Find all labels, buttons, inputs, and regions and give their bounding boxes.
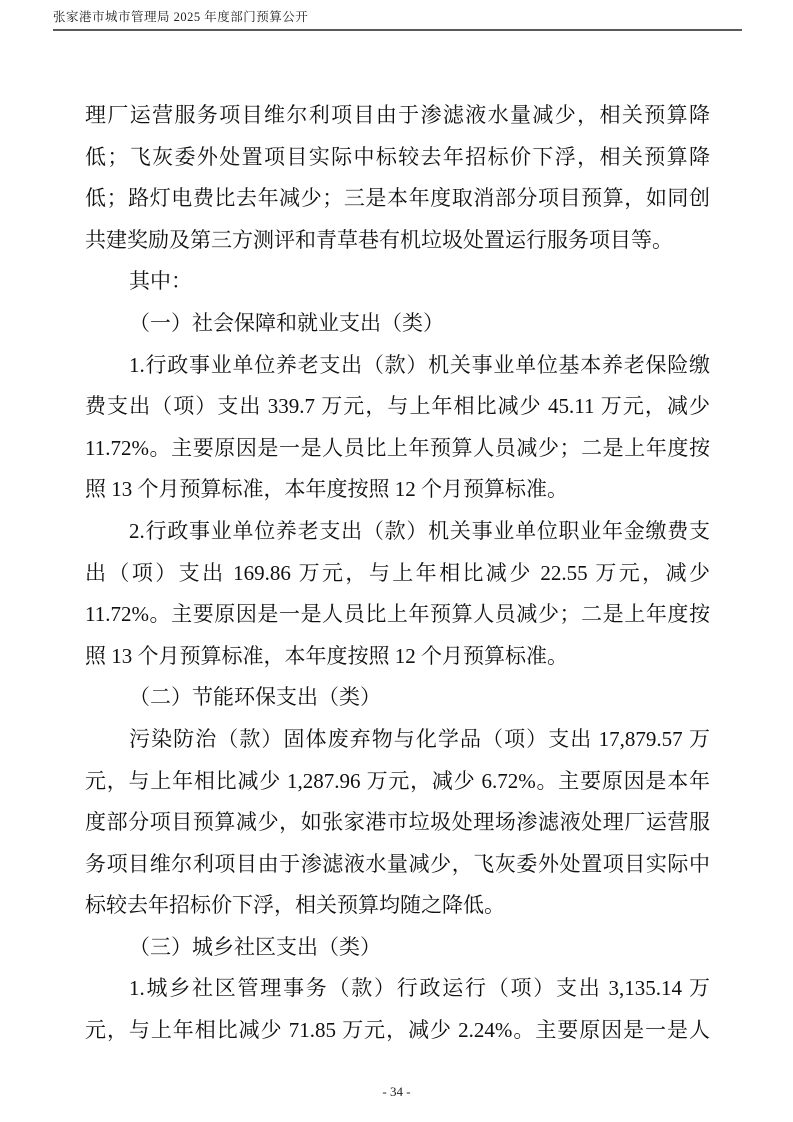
paragraph: [85, 95, 710, 261]
text-line: 11.72%。主要原因是一是人员比上年预算人员减少；二是上年度按: [85, 602, 710, 627]
text-line: 理厂运营服务项目维尔利项目由于渗滤液水量减少，相关预算降: [85, 103, 710, 127]
text-line: 度部分项目预算减少，如张家港市垃圾处理场渗滤液处理厂运营服: [85, 810, 710, 835]
text-line: 务项目维尔利项目由于渗滤液水量减少，飞灰委外处置项目实际中: [85, 851, 710, 876]
text-line: （二）节能环保支出（类）: [129, 685, 381, 710]
paragraph: [85, 261, 710, 303]
page-number: - 34 -: [382, 1084, 411, 1099]
document-body: [85, 95, 710, 1052]
header-rule: [53, 29, 742, 31]
page-header-title: 张家港市城市管理局 2025 年度部门预算公开: [53, 10, 309, 24]
paragraph: [85, 719, 710, 927]
text-line: 元，与上年相比减少 1,287.96 万元，减少 6.72%。主要原因是本年: [85, 768, 710, 793]
text-line: 11.72%。主要原因是一是人员比上年预算人员减少；二是上年度按: [85, 435, 710, 460]
text-line: 低；飞灰委外处置项目实际中标较去年招标价下浮，相关预算降: [85, 144, 710, 169]
text-line: 出（项）支出 169.86 万元，与上年相比减少 22.55 万元，减少: [85, 560, 710, 585]
text-line: 标较去年招标价下浮，相关预算均随之降低。: [85, 893, 505, 918]
paragraph: [85, 511, 710, 677]
text-line: 共建奖励及第三方测评和青草巷有机垃圾处置运行服务项目等。: [85, 227, 673, 252]
text-line: 照 13 个月预算标准，本年度按照 12 个月预算标准。: [85, 477, 568, 502]
text-line: （一）社会保障和就业支出（类）: [129, 310, 444, 335]
paragraph: [85, 677, 710, 719]
paragraph: [85, 345, 710, 511]
text-line: 1.行政事业单位养老支出（款）机关事业单位基本养老保险缴: [129, 352, 710, 377]
text-line: 元，与上年相比减少 71.85 万元，减少 2.24%。主要原因是一是人: [85, 1018, 710, 1043]
text-line: 1.城乡社区管理事务（款）行政运行（项）支出 3,135.14 万: [129, 976, 710, 1001]
text-line: 费支出（项）支出 339.7 万元，与上年相比减少 45.11 万元，减少: [85, 394, 710, 419]
text-line: 污染防治（款）固体废弃物与化学品（项）支出 17,879.57 万: [129, 726, 710, 751]
text-line: （三）城乡社区支出（类）: [129, 934, 381, 959]
text-line: 低；路灯电费比去年减少；三是本年度取消部分项目预算，如同创: [85, 186, 710, 211]
text-line: 照 13 个月预算标准，本年度按照 12 个月预算标准。: [85, 643, 568, 668]
text-line: 2.行政事业单位养老支出（款）机关事业单位职业年金缴费支: [129, 518, 710, 543]
text-line: 其中：: [129, 269, 192, 294]
paragraph: [85, 303, 710, 345]
paragraph: [85, 968, 710, 1051]
paragraph: [85, 927, 710, 969]
